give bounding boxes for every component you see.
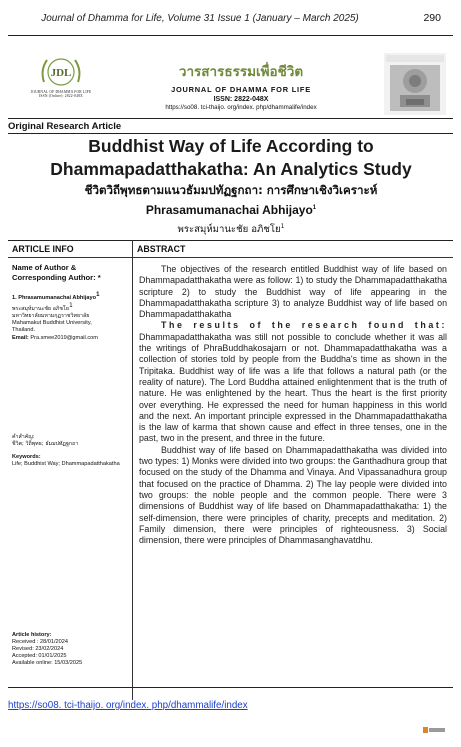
journal-name-thai: วารสารธรรมเพื่อชีวิต [178,64,304,80]
university-english: Mahamakut Buddhist University, [12,320,92,327]
abstract-paragraph-objectives: The objectives of the research entitled Buddhist way of life based on Dhammapadatthakatha were as follow: 1) to study the Dhammapadatthakatha scripture 2) to study the Buddhist way of life appearing in the Dhammapadatthakatha scripture 3) to analyze Buddhist way of life based on Dhammapadatthakatha [139,264,447,320]
keywords-thai: ชีวิต; วิถีพุทธ; ธัมมปทัฏฐกถา [12,441,79,448]
page-number: 290 [423,12,441,24]
keywords-thai-label: คำสำคัญ: [12,433,35,440]
running-head: Journal of Dhamma for Life, Volume 31 Issue 1 (January – March 2025) [41,13,359,24]
logo-caption-2: ISSN (Online): 2822-048X [39,94,83,98]
university-thai: มหาวิทยาลัยมหามกุฏราชวิทยาลัย [12,313,90,320]
corresponding-author-label: Name of Author & Corresponding Author: * [12,263,101,282]
journal-cover-image [384,53,446,115]
section-label-rule [8,133,453,134]
keywords-label: Keywords: [12,454,41,461]
logo-letters: JDL [50,67,72,79]
abstract-body [133,258,453,546]
email-link[interactable]: Pra.smee2019@gmail.com [30,334,98,341]
keywords: Life; Buddhist Way; Dhammapadatthakatha [12,461,120,468]
footer-rule [8,687,453,688]
abstract-column [133,240,453,546]
header-rule-bottom [8,118,453,119]
abstract-heading: ABSTRACT [133,240,453,258]
header-rule-top [8,35,453,36]
journal-name-english: JOURNAL OF DHAMMA FOR LIFE [171,85,311,94]
history-accepted: Accepted: 01/01/2025 [12,653,67,660]
journal-masthead [118,60,364,111]
journal-url[interactable]: https://so08. tci-thaijo. org/index. php/dhammalife/index [165,104,317,111]
article-history [12,632,82,667]
article-title-english: Buddhist Way of Life According to Dhammapadatthakatha: An Analytics Study [50,136,412,179]
abstract-paragraph-way-of-life: Buddhist way of life based on Dhammapadatthakatha was divided into two types: 1) Monks were divided into two groups: the Ganthadhura group that focused on the study of the Dhamma and Vinaya. And Vipassanadhura group that focused on the practice of Dhamma. 2) The lay people were divided into two groups: the noble people and the common people. There were 3 dimensions of Buddhist way of life based on Dhammapadatthakatha: 1) the self-dimension, there were principles of charity, precepts and meditation. 2) Family dimension, there were principles of righteousness. 3) Social dimension, there were principles of Dhammasanghavatdhu. [139,444,447,546]
journal-logo [8,52,114,108]
author-name-english: Phrasamumanachai Abhijayo$^1$ [145,203,317,217]
country: Thailand. [12,327,36,334]
jdl-emblem-icon [38,52,84,90]
history-received: Received : 28/01/2024 [12,639,68,646]
publisher-mark-icon [423,722,445,732]
abstract-paragraph-results: The results of the research found that: Dhammapadatthakatha was still not possible to conclude whether it was all the writings of PhraBuddhakosajarn or not. Dhammapadatthakatha was a collection of stories told by people from the Buddha's time as shown in the Tripitaka. Buddhist way of life was a life that follows a natural path (or the reality of nature). The Lord Buddha attained enlightenment that is the truth of nature. He was enlightened by the heart. Thus the heart is the first priority over everything. He expressed the need for human happiness in this world and the next. An important principle expressed in the Dhammapadatthakatha is the law of karma that shown cause and effect in three tenses, one in the past, two in the present, and three in the future. [139,320,447,444]
author-name-thai: พระสมุห์มานะชัย อภิชโย$^1$ [177,222,285,235]
article-title-thai: ชีวิตวิถีพุทธตามแนวธัมมปทัฏฐกถา: การศึกษาเชิงวิเคราะห์ [84,183,378,197]
author-entry-thai: พระสมุห์มานะชัย อภิชโย$^1$ [12,302,73,312]
journal-issn: ISSN: 2822-048X [213,96,269,103]
results-lead: The results of the research found that: [161,320,447,331]
article-type-label: Original Research Article [8,121,122,132]
cover-thumbnail-icon [384,53,446,115]
author-entry: 1. Phrasamumanachai Abhijayo$^1$ [12,292,100,301]
history-label: Article history: [12,632,52,638]
article-info-heading: ARTICLE INFO [8,240,132,258]
author-email: Email: Pra.smee2019@gmail.com [12,334,98,341]
footer-journal-link[interactable]: https://so08. tci-thaijo. org/index. php/dhammalife/index [8,700,248,711]
history-revised: Revised: 23/02/2024 [12,646,64,653]
article-info-column [8,240,133,700]
logo-caption-1: JOURNAL OF DHAMMA FOR LIFE [30,90,92,94]
history-online: Available online: 15/03/2025 [12,660,83,667]
